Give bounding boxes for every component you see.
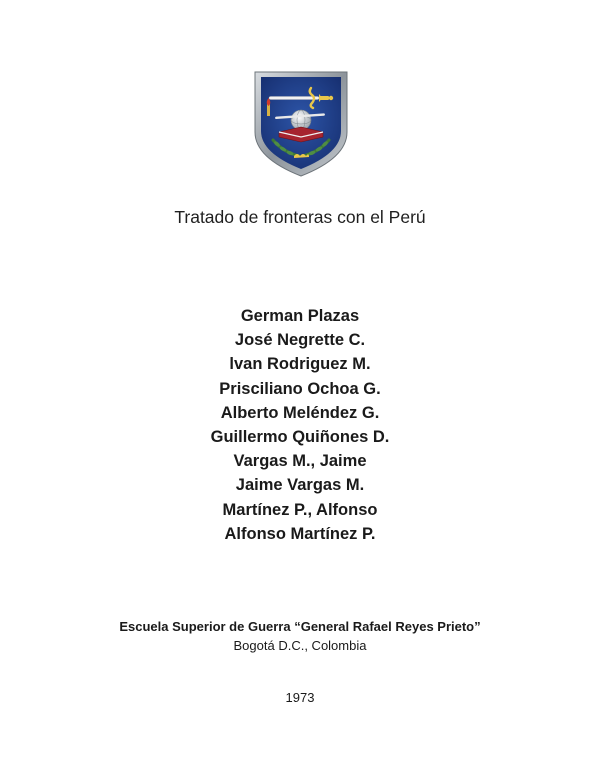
author-name: José Negrette C.	[234, 331, 366, 350]
author-name: German Plazas	[240, 307, 360, 325]
author-name: Martínez P., Alfonso	[222, 500, 378, 519]
institution-name: Escuela Superior de Guerra “General Rafael Reyes Prieto”	[119, 619, 481, 634]
author-name: Guillermo Quiñones D.	[210, 427, 390, 446]
author-list	[0, 304, 600, 546]
author-name: Alberto Meléndez G.	[220, 403, 380, 422]
military-school-crest-icon	[253, 70, 349, 178]
document-title: Tratado de fronteras con el Perú	[174, 207, 426, 227]
author-name: Vargas M., Jaime	[233, 452, 367, 471]
institution-location: Bogotá D.C., Colombia	[233, 638, 367, 653]
publication-year: 1973	[285, 690, 315, 705]
author-name: Prisciliano Ochoa G.	[219, 379, 381, 398]
author-name: Alfonso Martínez P.	[224, 524, 376, 543]
author-name: Jaime Vargas M.	[235, 476, 365, 495]
author-name: lvan Rodriguez M.	[229, 355, 371, 374]
